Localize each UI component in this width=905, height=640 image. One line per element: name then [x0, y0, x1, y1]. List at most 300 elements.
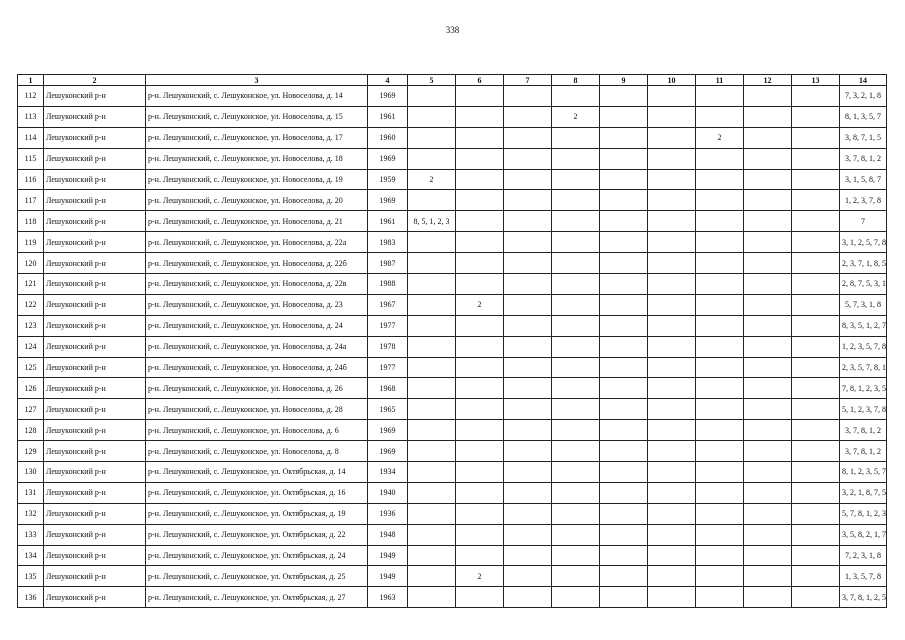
col9-cell [600, 503, 648, 524]
col12-cell [744, 336, 792, 357]
col8-cell [552, 462, 600, 483]
col9-cell [600, 274, 648, 295]
col14-cell: 3, 2, 1, 8, 7, 5 [840, 482, 887, 503]
address-cell: р-н. Лешуконский, с. Лешуконское, ул. Октябрьская, д. 22 [146, 524, 368, 545]
col6-cell [456, 399, 504, 420]
col11-cell [696, 336, 744, 357]
col9-cell [600, 566, 648, 587]
col9-cell [600, 378, 648, 399]
col6-cell [456, 106, 504, 127]
row-number-cell: 123 [18, 315, 44, 336]
col13-cell [792, 86, 840, 107]
col13-cell [792, 524, 840, 545]
col11-cell [696, 503, 744, 524]
address-cell: р-н. Лешуконский, с. Лешуконское, ул. Новоселова, д. 28 [146, 399, 368, 420]
col8-cell [552, 190, 600, 211]
col11-cell [696, 545, 744, 566]
year-cell: 1969 [368, 420, 408, 441]
district-cell: Лешуконский р-н [44, 566, 146, 587]
col5-cell [408, 232, 456, 253]
col8-cell [552, 378, 600, 399]
address-cell: р-н. Лешуконский, с. Лешуконское, ул. Новоселова, д. 22в [146, 274, 368, 295]
col10-cell [648, 106, 696, 127]
col11-cell [696, 462, 744, 483]
row-number-cell: 122 [18, 294, 44, 315]
col7-cell [504, 86, 552, 107]
table-row [18, 211, 887, 232]
district-cell: Лешуконский р-н [44, 462, 146, 483]
address-cell: р-н. Лешуконский, с. Лешуконское, ул. Новоселова, д. 21 [146, 211, 368, 232]
col5-cell [408, 545, 456, 566]
col12-cell [744, 274, 792, 295]
address-cell: р-н. Лешуконский, с. Лешуконское, ул. Новоселова, д. 23 [146, 294, 368, 315]
column-header: 9 [600, 75, 648, 86]
row-number-cell: 133 [18, 524, 44, 545]
col7-cell [504, 441, 552, 462]
col12-cell [744, 482, 792, 503]
col6-cell: 2 [456, 566, 504, 587]
col8-cell [552, 232, 600, 253]
col14-cell: 2, 3, 5, 7, 8, 1 [840, 357, 887, 378]
header-row [18, 75, 887, 86]
table-row [18, 566, 887, 587]
col12-cell [744, 315, 792, 336]
col5-cell [408, 462, 456, 483]
district-cell: Лешуконский р-н [44, 211, 146, 232]
col10-cell [648, 503, 696, 524]
district-cell: Лешуконский р-н [44, 253, 146, 274]
district-cell: Лешуконский р-н [44, 232, 146, 253]
col7-cell [504, 357, 552, 378]
row-number-cell: 118 [18, 211, 44, 232]
col14-cell: 3, 1, 5, 8, 7 [840, 169, 887, 190]
col12-cell [744, 169, 792, 190]
col10-cell [648, 148, 696, 169]
year-cell: 1969 [368, 190, 408, 211]
year-cell: 1969 [368, 441, 408, 462]
col6-cell [456, 587, 504, 608]
col7-cell [504, 190, 552, 211]
col6-cell [456, 524, 504, 545]
address-cell: р-н. Лешуконский, с. Лешуконское, ул. Октябрьская, д. 24 [146, 545, 368, 566]
table-row [18, 127, 887, 148]
column-header: 1 [18, 75, 44, 86]
col11-cell [696, 399, 744, 420]
col9-cell [600, 86, 648, 107]
col12-cell [744, 211, 792, 232]
col7-cell [504, 378, 552, 399]
row-number-cell: 114 [18, 127, 44, 148]
col13-cell [792, 315, 840, 336]
col14-cell: 7, 3, 2, 1, 8 [840, 86, 887, 107]
col6-cell [456, 441, 504, 462]
col12-cell [744, 127, 792, 148]
col8-cell [552, 253, 600, 274]
column-header: 5 [408, 75, 456, 86]
col10-cell [648, 566, 696, 587]
column-header: 7 [504, 75, 552, 86]
col11-cell [696, 211, 744, 232]
year-cell: 1960 [368, 127, 408, 148]
col10-cell [648, 211, 696, 232]
row-number-cell: 136 [18, 587, 44, 608]
col9-cell [600, 482, 648, 503]
col7-cell [504, 399, 552, 420]
col13-cell [792, 357, 840, 378]
table-row [18, 190, 887, 211]
col14-cell: 8, 1, 2, 3, 5, 7 [840, 462, 887, 483]
address-cell: р-н. Лешуконский, с. Лешуконское, ул. Октябрьская, д. 19 [146, 503, 368, 524]
col11-cell [696, 378, 744, 399]
col6-cell [456, 253, 504, 274]
col14-cell: 3, 7, 8, 1, 2 [840, 441, 887, 462]
col7-cell [504, 315, 552, 336]
year-cell: 1983 [368, 232, 408, 253]
year-cell: 1988 [368, 274, 408, 295]
col8-cell [552, 315, 600, 336]
col13-cell [792, 587, 840, 608]
col7-cell [504, 127, 552, 148]
col7-cell [504, 294, 552, 315]
col11-cell [696, 190, 744, 211]
table-row [18, 274, 887, 295]
col9-cell [600, 587, 648, 608]
col6-cell [456, 420, 504, 441]
col8-cell [552, 399, 600, 420]
col12-cell [744, 462, 792, 483]
col11-cell [696, 357, 744, 378]
col9-cell [600, 169, 648, 190]
district-cell: Лешуконский р-н [44, 378, 146, 399]
column-header: 10 [648, 75, 696, 86]
col6-cell [456, 190, 504, 211]
col6-cell [456, 378, 504, 399]
table-row [18, 441, 887, 462]
col7-cell [504, 232, 552, 253]
district-cell: Лешуконский р-н [44, 148, 146, 169]
col14-cell: 3, 7, 8, 1, 2 [840, 420, 887, 441]
col6-cell [456, 211, 504, 232]
table-row [18, 587, 887, 608]
year-cell: 1940 [368, 482, 408, 503]
table-row [18, 482, 887, 503]
col13-cell [792, 294, 840, 315]
col11-cell [696, 315, 744, 336]
column-header: 8 [552, 75, 600, 86]
col7-cell [504, 587, 552, 608]
col12-cell [744, 378, 792, 399]
col5-cell [408, 420, 456, 441]
table-row [18, 86, 887, 107]
col6-cell: 2 [456, 294, 504, 315]
col5-cell: 2 [408, 169, 456, 190]
col11-cell [696, 232, 744, 253]
district-cell: Лешуконский р-н [44, 274, 146, 295]
col14-cell: 3, 7, 8, 1, 2 [840, 148, 887, 169]
year-cell: 1965 [368, 399, 408, 420]
col5-cell: 8, 5, 1, 2, 3 [408, 211, 456, 232]
col10-cell [648, 399, 696, 420]
col8-cell [552, 357, 600, 378]
col11-cell [696, 587, 744, 608]
address-cell: р-н. Лешуконский, с. Лешуконское, ул. Октябрьская, д. 16 [146, 482, 368, 503]
col5-cell [408, 148, 456, 169]
col12-cell [744, 566, 792, 587]
col14-cell: 7, 2, 3, 1, 8 [840, 545, 887, 566]
year-cell: 1977 [368, 357, 408, 378]
col11-cell [696, 106, 744, 127]
col8-cell [552, 503, 600, 524]
col9-cell [600, 106, 648, 127]
col7-cell [504, 524, 552, 545]
col10-cell [648, 587, 696, 608]
col6-cell [456, 148, 504, 169]
year-cell: 1977 [368, 315, 408, 336]
col13-cell [792, 148, 840, 169]
col11-cell [696, 524, 744, 545]
col5-cell [408, 441, 456, 462]
col14-cell: 1, 2, 3, 7, 8 [840, 190, 887, 211]
col14-cell: 3, 1, 2, 5, 7, 8 [840, 232, 887, 253]
year-cell: 1949 [368, 545, 408, 566]
year-cell: 1959 [368, 169, 408, 190]
col13-cell [792, 127, 840, 148]
col8-cell [552, 545, 600, 566]
row-number-cell: 116 [18, 169, 44, 190]
row-number-cell: 125 [18, 357, 44, 378]
row-number-cell: 128 [18, 420, 44, 441]
col14-cell: 1, 3, 5, 7, 8 [840, 566, 887, 587]
table-row [18, 524, 887, 545]
col8-cell [552, 127, 600, 148]
col8-cell [552, 336, 600, 357]
col14-cell: 5, 1, 2, 3, 7, 8 [840, 399, 887, 420]
table-row [18, 315, 887, 336]
row-number-cell: 115 [18, 148, 44, 169]
col9-cell [600, 545, 648, 566]
district-cell: Лешуконский р-н [44, 524, 146, 545]
year-cell: 1934 [368, 462, 408, 483]
col6-cell [456, 482, 504, 503]
col8-cell [552, 86, 600, 107]
col13-cell [792, 545, 840, 566]
col6-cell [456, 503, 504, 524]
col10-cell [648, 315, 696, 336]
table-row [18, 253, 887, 274]
district-cell: Лешуконский р-н [44, 587, 146, 608]
col10-cell [648, 253, 696, 274]
year-cell: 1961 [368, 106, 408, 127]
col12-cell [744, 587, 792, 608]
col13-cell [792, 503, 840, 524]
col5-cell [408, 294, 456, 315]
address-cell: р-н. Лешуконский, с. Лешуконское, ул. Новоселова, д. 26 [146, 378, 368, 399]
row-number-cell: 134 [18, 545, 44, 566]
year-cell: 1987 [368, 253, 408, 274]
col6-cell [456, 357, 504, 378]
row-number-cell: 126 [18, 378, 44, 399]
col13-cell [792, 566, 840, 587]
col12-cell [744, 106, 792, 127]
table-row [18, 357, 887, 378]
table-row [18, 420, 887, 441]
col13-cell [792, 253, 840, 274]
col13-cell [792, 232, 840, 253]
col10-cell [648, 420, 696, 441]
col8-cell [552, 294, 600, 315]
col5-cell [408, 503, 456, 524]
col9-cell [600, 253, 648, 274]
year-cell: 1961 [368, 211, 408, 232]
col9-cell [600, 336, 648, 357]
col8-cell: 2 [552, 106, 600, 127]
table-row [18, 399, 887, 420]
col5-cell [408, 336, 456, 357]
col13-cell [792, 169, 840, 190]
col11-cell [696, 566, 744, 587]
col8-cell [552, 211, 600, 232]
year-cell: 1969 [368, 86, 408, 107]
col10-cell [648, 336, 696, 357]
col13-cell [792, 211, 840, 232]
row-number-cell: 130 [18, 462, 44, 483]
column-header: 3 [146, 75, 368, 86]
address-cell: р-н. Лешуконский, с. Лешуконское, ул. Новоселова, д. 18 [146, 148, 368, 169]
table-row [18, 503, 887, 524]
col7-cell [504, 336, 552, 357]
col6-cell [456, 462, 504, 483]
col9-cell [600, 294, 648, 315]
address-cell: р-н. Лешуконский, с. Лешуконское, ул. Октябрьская, д. 27 [146, 587, 368, 608]
col12-cell [744, 294, 792, 315]
district-cell: Лешуконский р-н [44, 336, 146, 357]
col12-cell [744, 545, 792, 566]
col8-cell [552, 441, 600, 462]
table-row [18, 545, 887, 566]
col7-cell [504, 420, 552, 441]
row-number-cell: 119 [18, 232, 44, 253]
col10-cell [648, 274, 696, 295]
col11-cell [696, 86, 744, 107]
col5-cell [408, 399, 456, 420]
col9-cell [600, 211, 648, 232]
col7-cell [504, 211, 552, 232]
col14-cell: 1, 2, 3, 5, 7, 8 [840, 336, 887, 357]
col13-cell [792, 420, 840, 441]
year-cell: 1968 [368, 378, 408, 399]
col8-cell [552, 420, 600, 441]
col13-cell [792, 378, 840, 399]
col14-cell: 7 [840, 211, 887, 232]
row-number-cell: 124 [18, 336, 44, 357]
address-cell: р-н. Лешуконский, с. Лешуконское, ул. Новоселова, д. 14 [146, 86, 368, 107]
col13-cell [792, 336, 840, 357]
col13-cell [792, 274, 840, 295]
col8-cell [552, 169, 600, 190]
col7-cell [504, 253, 552, 274]
address-cell: р-н. Лешуконский, с. Лешуконское, ул. Новоселова, д. 22а [146, 232, 368, 253]
row-number-cell: 129 [18, 441, 44, 462]
col13-cell [792, 462, 840, 483]
address-cell: р-н. Лешуконский, с. Лешуконское, ул. Новоселова, д. 24 [146, 315, 368, 336]
row-number-cell: 120 [18, 253, 44, 274]
col7-cell [504, 274, 552, 295]
address-cell: р-н. Лешуконский, с. Лешуконское, ул. Новоселова, д. 17 [146, 127, 368, 148]
table-row [18, 232, 887, 253]
col8-cell [552, 148, 600, 169]
col8-cell [552, 482, 600, 503]
col6-cell [456, 336, 504, 357]
col5-cell [408, 378, 456, 399]
address-cell: р-н. Лешуконский, с. Лешуконское, ул. Новоселова, д. 19 [146, 169, 368, 190]
col6-cell [456, 274, 504, 295]
col5-cell [408, 86, 456, 107]
address-cell: р-н. Лешуконский, с. Лешуконское, ул. Октябрьская, д. 25 [146, 566, 368, 587]
col10-cell [648, 232, 696, 253]
col5-cell [408, 587, 456, 608]
district-cell: Лешуконский р-н [44, 127, 146, 148]
col11-cell [696, 169, 744, 190]
col6-cell [456, 232, 504, 253]
col12-cell [744, 148, 792, 169]
col7-cell [504, 482, 552, 503]
col9-cell [600, 420, 648, 441]
district-cell: Лешуконский р-н [44, 545, 146, 566]
col12-cell [744, 253, 792, 274]
col13-cell [792, 482, 840, 503]
col10-cell [648, 357, 696, 378]
col14-cell: 2, 3, 7, 1, 8, 5 [840, 253, 887, 274]
col12-cell [744, 190, 792, 211]
table-row [18, 106, 887, 127]
row-number-cell: 121 [18, 274, 44, 295]
col12-cell [744, 524, 792, 545]
col11-cell [696, 253, 744, 274]
col5-cell [408, 253, 456, 274]
row-number-cell: 112 [18, 86, 44, 107]
col5-cell [408, 127, 456, 148]
table-row [18, 378, 887, 399]
district-cell: Лешуконский р-н [44, 357, 146, 378]
address-cell: р-н. Лешуконский, с. Лешуконское, ул. Новоселова, д. 24а [146, 336, 368, 357]
col10-cell [648, 127, 696, 148]
col9-cell [600, 357, 648, 378]
address-cell: р-н. Лешуконский, с. Лешуконское, ул. Новоселова, д. 22б [146, 253, 368, 274]
col12-cell [744, 232, 792, 253]
col5-cell [408, 274, 456, 295]
col10-cell [648, 169, 696, 190]
col14-cell: 8, 1, 3, 5, 7 [840, 106, 887, 127]
table-row [18, 462, 887, 483]
col12-cell [744, 86, 792, 107]
col13-cell [792, 399, 840, 420]
col5-cell [408, 315, 456, 336]
year-cell: 1948 [368, 524, 408, 545]
col14-cell: 3, 5, 8, 2, 1, 7 [840, 524, 887, 545]
year-cell: 1969 [368, 148, 408, 169]
col5-cell [408, 566, 456, 587]
col14-cell: 7, 8, 1, 2, 3, 5 [840, 378, 887, 399]
col12-cell [744, 503, 792, 524]
district-cell: Лешуконский р-н [44, 86, 146, 107]
col5-cell [408, 106, 456, 127]
district-cell: Лешуконский р-н [44, 169, 146, 190]
district-cell: Лешуконский р-н [44, 315, 146, 336]
row-number-cell: 113 [18, 106, 44, 127]
district-cell: Лешуконский р-н [44, 399, 146, 420]
district-cell: Лешуконский р-н [44, 482, 146, 503]
district-cell: Лешуконский р-н [44, 503, 146, 524]
